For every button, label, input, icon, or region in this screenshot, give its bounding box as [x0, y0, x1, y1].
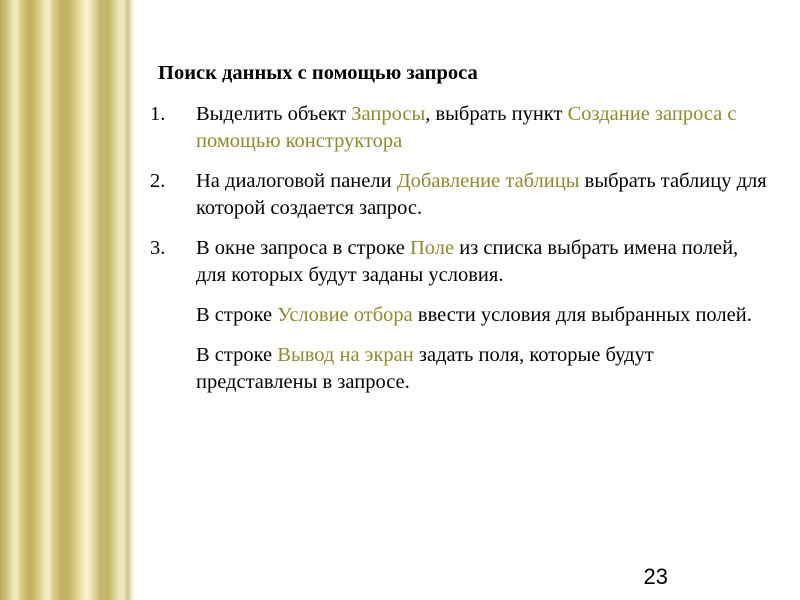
item-text: Выделить объект	[196, 103, 352, 125]
sub-paragraph-2	[150, 342, 770, 396]
stripe-fade-edge	[128, 0, 138, 600]
list-item-3	[150, 235, 770, 289]
list-number: 3.	[150, 237, 166, 259]
item-text: выбрать таблицу для которой создается запрос.	[196, 170, 767, 219]
para-text: В строке	[196, 344, 278, 366]
list-number: 2.	[150, 170, 166, 192]
highlight-term: Поле	[409, 237, 455, 259]
list-item-2	[150, 168, 770, 222]
sub-paragraph-1	[150, 302, 770, 329]
highlight-term: Создание запроса с помощью конструктора	[196, 103, 737, 152]
slide-content	[150, 60, 770, 409]
list-number: 1.	[150, 103, 166, 125]
highlight-term: Добавление таблицы	[396, 170, 580, 192]
highlight-term: Запросы	[351, 103, 426, 125]
decorative-stripe-band	[0, 0, 135, 600]
slide-title: Поиск данных с помощью запроса	[158, 62, 478, 84]
item-text: На диалоговой панели	[196, 170, 397, 192]
item-text: В окне запроса в строке	[196, 237, 410, 259]
para-text: В строке	[196, 304, 278, 326]
page-number: 23	[643, 564, 668, 589]
item-text: , выбрать пункт	[425, 103, 568, 125]
para-text: ввести условия для выбранных полей.	[412, 304, 752, 326]
list-item-1	[150, 101, 770, 155]
highlight-term: Условие отбора	[277, 304, 413, 326]
highlight-term: Вывод на экран	[277, 344, 414, 366]
para-text: задать поля, которые будут представлены в запросе.	[196, 344, 654, 393]
item-text: из списка выбрать имена полей, для которых будут заданы условия.	[196, 237, 739, 286]
